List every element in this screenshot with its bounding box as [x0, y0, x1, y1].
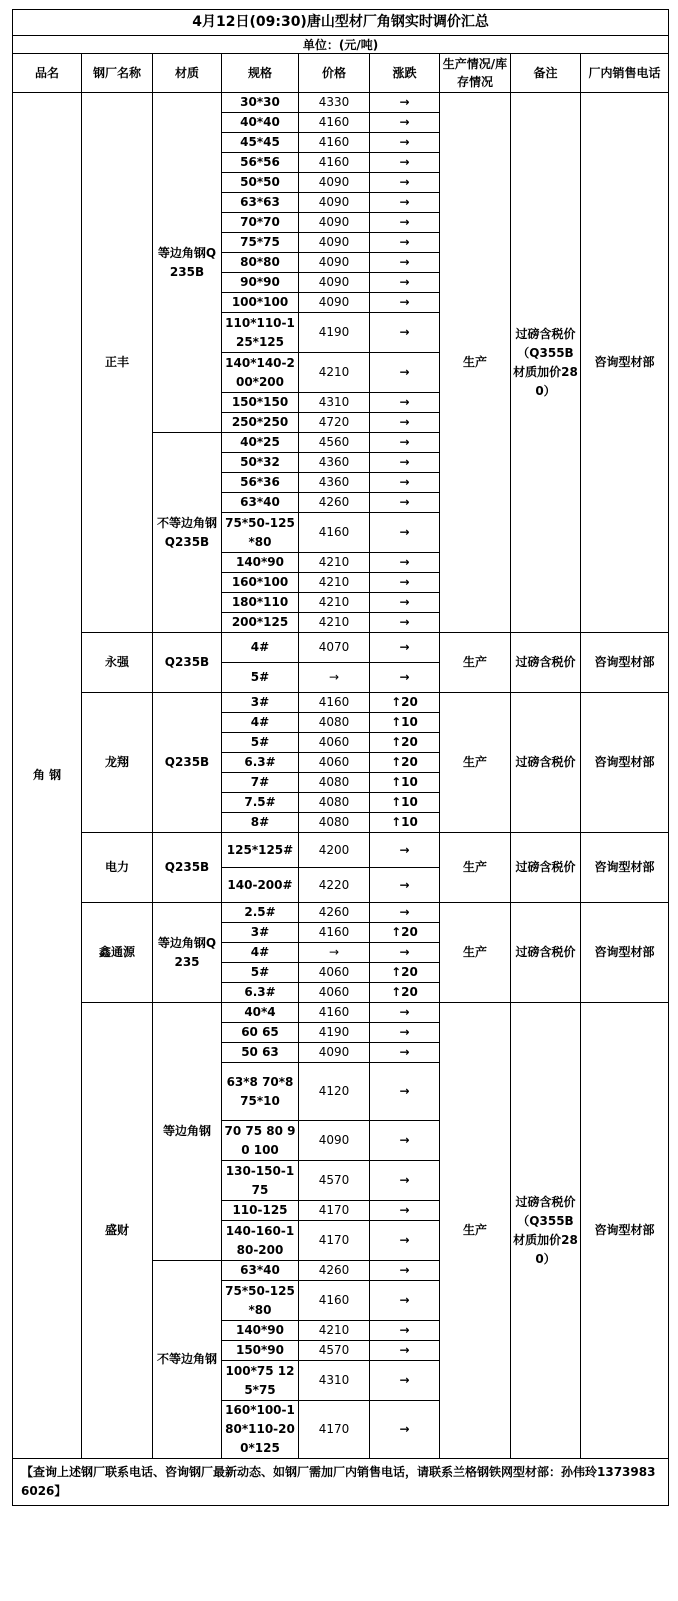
spec-cell: 6.3#	[222, 753, 299, 773]
status-cell: 生产	[440, 633, 511, 693]
price-cell: 4260	[299, 903, 370, 923]
mill-name: 龙翔	[82, 693, 153, 833]
price-cell: 4170	[299, 1401, 370, 1459]
price-cell: 4060	[299, 983, 370, 1003]
phone-cell: 咨询型材部	[581, 633, 669, 693]
table-title: 4月12日(09:30)唐山型材厂角钢实时调价汇总	[13, 10, 669, 36]
change-cell: →	[370, 1161, 440, 1201]
header-product: 品名	[13, 54, 82, 93]
spec-cell: 130-150-175	[222, 1161, 299, 1201]
spec-cell: 7#	[222, 773, 299, 793]
price-cell: →	[299, 663, 370, 693]
spec-cell: 2.5#	[222, 903, 299, 923]
header-phone: 厂内销售电话	[581, 54, 669, 93]
change-cell: →	[370, 1341, 440, 1361]
header-spec: 规格	[222, 54, 299, 93]
price-cell: 4160	[299, 113, 370, 133]
spec-cell: 125*125#	[222, 833, 299, 868]
price-cell: 4170	[299, 1221, 370, 1261]
table-row	[13, 1003, 669, 1023]
price-cell: 4080	[299, 713, 370, 733]
price-cell: 4200	[299, 833, 370, 868]
change-cell: →	[370, 633, 440, 663]
change-cell: →	[370, 413, 440, 433]
price-cell: 4070	[299, 633, 370, 663]
spec-cell: 75*50-125*80	[222, 513, 299, 553]
spec-cell: 40*40	[222, 113, 299, 133]
price-cell: 4330	[299, 93, 370, 113]
change-cell: →	[370, 253, 440, 273]
material-name: Q235B	[153, 833, 222, 903]
spec-cell: 180*110	[222, 593, 299, 613]
price-cell: 4560	[299, 433, 370, 453]
price-cell: 4210	[299, 593, 370, 613]
spec-cell: 45*45	[222, 133, 299, 153]
change-cell: →	[370, 1043, 440, 1063]
change-cell: →	[370, 293, 440, 313]
change-cell: ↑20	[370, 983, 440, 1003]
spec-cell: 140-200#	[222, 868, 299, 903]
status-cell: 生产	[440, 903, 511, 1003]
change-cell: →	[370, 393, 440, 413]
spec-cell: 40*25	[222, 433, 299, 453]
header-price: 价格	[299, 54, 370, 93]
footer-row	[13, 1459, 669, 1506]
price-cell: 4570	[299, 1341, 370, 1361]
price-cell: 4310	[299, 1361, 370, 1401]
price-cell: 4210	[299, 353, 370, 393]
price-cell: 4260	[299, 493, 370, 513]
spec-cell: 250*250	[222, 413, 299, 433]
change-cell: →	[370, 433, 440, 453]
spec-cell: 56*36	[222, 473, 299, 493]
material-name: Q235B	[153, 693, 222, 833]
change-cell: →	[370, 1401, 440, 1459]
price-cell: 4170	[299, 1201, 370, 1221]
spec-cell: 140*90	[222, 1321, 299, 1341]
spec-cell: 30*30	[222, 93, 299, 113]
status-cell: 生产	[440, 693, 511, 833]
change-cell: →	[370, 1063, 440, 1121]
phone-cell: 咨询型材部	[581, 1003, 669, 1459]
price-summary-document	[12, 9, 668, 1506]
change-cell: →	[370, 493, 440, 513]
change-cell: →	[370, 1201, 440, 1221]
change-cell: →	[370, 93, 440, 113]
price-cell: 4090	[299, 173, 370, 193]
price-cell: 4160	[299, 513, 370, 553]
price-cell: 4220	[299, 868, 370, 903]
spec-cell: 150*150	[222, 393, 299, 413]
price-cell: 4160	[299, 1281, 370, 1321]
change-cell: →	[370, 213, 440, 233]
mill-name: 盛财	[82, 1003, 153, 1459]
header-note: 备注	[511, 54, 581, 93]
price-cell: 4210	[299, 1321, 370, 1341]
material-name: 等边角钢	[153, 1003, 222, 1261]
change-cell: →	[370, 133, 440, 153]
header-status: 生产情况/库存情况	[440, 54, 511, 93]
price-cell: 4090	[299, 1121, 370, 1161]
header-change: 涨跌	[370, 54, 440, 93]
spec-cell: 3#	[222, 923, 299, 943]
spec-cell: 200*125	[222, 613, 299, 633]
phone-cell: 咨询型材部	[581, 833, 669, 903]
price-cell: 4060	[299, 753, 370, 773]
spec-cell: 50 63	[222, 1043, 299, 1063]
change-cell: →	[370, 943, 440, 963]
spec-cell: 50*50	[222, 173, 299, 193]
change-cell: ↑10	[370, 713, 440, 733]
change-cell: →	[370, 513, 440, 553]
table-row	[13, 633, 669, 663]
footer-contact-note: 【查询上述钢厂联系电话、咨询钢厂最新动态、如钢厂需加厂内销售电话，请联系兰格钢铁网型材部：孙伟玲13739836026】	[13, 1459, 669, 1506]
price-cell: 4090	[299, 1043, 370, 1063]
change-cell: →	[370, 473, 440, 493]
spec-cell: 6.3#	[222, 983, 299, 1003]
change-cell: →	[370, 233, 440, 253]
spec-cell: 160*100-180*110-200*125	[222, 1401, 299, 1459]
spec-cell: 4#	[222, 713, 299, 733]
change-cell: →	[370, 173, 440, 193]
spec-cell: 70*70	[222, 213, 299, 233]
change-cell: →	[370, 193, 440, 213]
change-cell: →	[370, 353, 440, 393]
status-cell: 生产	[440, 1003, 511, 1459]
price-table	[12, 9, 669, 1506]
material-name: 等边角钢Q235	[153, 903, 222, 1003]
price-cell: 4190	[299, 313, 370, 353]
price-cell: 4360	[299, 473, 370, 493]
spec-cell: 60 65	[222, 1023, 299, 1043]
price-cell: 4160	[299, 693, 370, 713]
note-cell: 过磅含税价（Q355B材质加价280）	[511, 1003, 581, 1459]
mill-name: 永强	[82, 633, 153, 693]
price-cell: 4090	[299, 193, 370, 213]
unit-label: 单位：(元/吨)	[13, 36, 669, 54]
status-cell: 生产	[440, 93, 511, 633]
change-cell: →	[370, 833, 440, 868]
price-cell: →	[299, 943, 370, 963]
price-cell: 4080	[299, 773, 370, 793]
note-cell: 过磅含税价	[511, 833, 581, 903]
spec-cell: 100*100	[222, 293, 299, 313]
price-cell: 4120	[299, 1063, 370, 1121]
price-cell: 4090	[299, 273, 370, 293]
price-cell: 4090	[299, 253, 370, 273]
spec-cell: 63*40	[222, 493, 299, 513]
price-cell: 4210	[299, 613, 370, 633]
phone-cell: 咨询型材部	[581, 93, 669, 633]
status-cell: 生产	[440, 833, 511, 903]
mill-name: 正丰	[82, 93, 153, 633]
change-cell: →	[370, 1121, 440, 1161]
price-cell: 4160	[299, 1003, 370, 1023]
change-cell: →	[370, 1361, 440, 1401]
change-cell: →	[370, 113, 440, 133]
change-cell: ↑20	[370, 923, 440, 943]
material-name: 不等边角钢Q235B	[153, 433, 222, 633]
change-cell: ↑20	[370, 963, 440, 983]
change-cell: →	[370, 1221, 440, 1261]
product-name: 角 钢	[13, 93, 82, 1459]
header-material: 材质	[153, 54, 222, 93]
mill-name: 电力	[82, 833, 153, 903]
spec-cell: 4#	[222, 633, 299, 663]
phone-cell: 咨询型材部	[581, 693, 669, 833]
spec-cell: 63*8 70*8 75*10	[222, 1063, 299, 1121]
spec-cell: 140*140-200*200	[222, 353, 299, 393]
table-row	[13, 833, 669, 868]
price-cell: 4080	[299, 813, 370, 833]
note-cell: 过磅含税价	[511, 903, 581, 1003]
price-cell: 4260	[299, 1261, 370, 1281]
change-cell: →	[370, 1023, 440, 1043]
header-row	[13, 54, 669, 93]
table-row	[13, 903, 669, 923]
spec-cell: 160*100	[222, 573, 299, 593]
change-cell: →	[370, 663, 440, 693]
change-cell: →	[370, 1261, 440, 1281]
spec-cell: 75*50-125*80	[222, 1281, 299, 1321]
price-cell: 4160	[299, 153, 370, 173]
price-cell: 4310	[299, 393, 370, 413]
spec-cell: 63*40	[222, 1261, 299, 1281]
header-mill: 钢厂名称	[82, 54, 153, 93]
spec-cell: 140-160-180-200	[222, 1221, 299, 1261]
price-cell: 4570	[299, 1161, 370, 1201]
change-cell: →	[370, 153, 440, 173]
spec-cell: 8#	[222, 813, 299, 833]
spec-cell: 75*75	[222, 233, 299, 253]
change-cell: ↑10	[370, 793, 440, 813]
change-cell: →	[370, 868, 440, 903]
material-name: 等边角钢Q235B	[153, 93, 222, 433]
change-cell: →	[370, 553, 440, 573]
price-cell: 4060	[299, 733, 370, 753]
spec-cell: 56*56	[222, 153, 299, 173]
spec-cell: 3#	[222, 693, 299, 713]
change-cell: →	[370, 273, 440, 293]
change-cell: ↑20	[370, 753, 440, 773]
spec-cell: 4#	[222, 943, 299, 963]
spec-cell: 5#	[222, 733, 299, 753]
change-cell: →	[370, 1281, 440, 1321]
price-cell: 4210	[299, 573, 370, 593]
change-cell: ↑10	[370, 813, 440, 833]
phone-cell: 咨询型材部	[581, 903, 669, 1003]
spec-cell: 5#	[222, 963, 299, 983]
spec-cell: 50*32	[222, 453, 299, 473]
price-cell: 4210	[299, 553, 370, 573]
material-name: Q235B	[153, 633, 222, 693]
spec-cell: 150*90	[222, 1341, 299, 1361]
price-cell: 4720	[299, 413, 370, 433]
spec-cell: 63*63	[222, 193, 299, 213]
change-cell: ↑20	[370, 733, 440, 753]
change-cell: ↑10	[370, 773, 440, 793]
price-cell: 4090	[299, 233, 370, 253]
price-cell: 4080	[299, 793, 370, 813]
change-cell: →	[370, 313, 440, 353]
price-cell: 4090	[299, 293, 370, 313]
price-cell: 4190	[299, 1023, 370, 1043]
spec-cell: 100*75 125*75	[222, 1361, 299, 1401]
spec-cell: 110-125	[222, 1201, 299, 1221]
spec-cell: 5#	[222, 663, 299, 693]
change-cell: ↑20	[370, 693, 440, 713]
spec-cell: 40*4	[222, 1003, 299, 1023]
price-cell: 4060	[299, 963, 370, 983]
price-cell: 4090	[299, 213, 370, 233]
table-row	[13, 693, 669, 713]
note-cell: 过磅含税价	[511, 633, 581, 693]
spec-cell: 7.5#	[222, 793, 299, 813]
note-cell: 过磅含税价	[511, 693, 581, 833]
change-cell: →	[370, 613, 440, 633]
change-cell: →	[370, 1321, 440, 1341]
price-cell: 4360	[299, 453, 370, 473]
change-cell: →	[370, 903, 440, 923]
material-name: 不等边角钢	[153, 1261, 222, 1459]
change-cell: →	[370, 573, 440, 593]
change-cell: →	[370, 453, 440, 473]
spec-cell: 90*90	[222, 273, 299, 293]
spec-cell: 140*90	[222, 553, 299, 573]
price-cell: 4160	[299, 133, 370, 153]
spec-cell: 70 75 80 90 100	[222, 1121, 299, 1161]
price-cell: 4160	[299, 923, 370, 943]
change-cell: →	[370, 593, 440, 613]
mill-name: 鑫通源	[82, 903, 153, 1003]
note-cell: 过磅含税价（Q355B材质加价280）	[511, 93, 581, 633]
spec-cell: 80*80	[222, 253, 299, 273]
spec-cell: 110*110-125*125	[222, 313, 299, 353]
table-row	[13, 93, 669, 113]
change-cell: →	[370, 1003, 440, 1023]
